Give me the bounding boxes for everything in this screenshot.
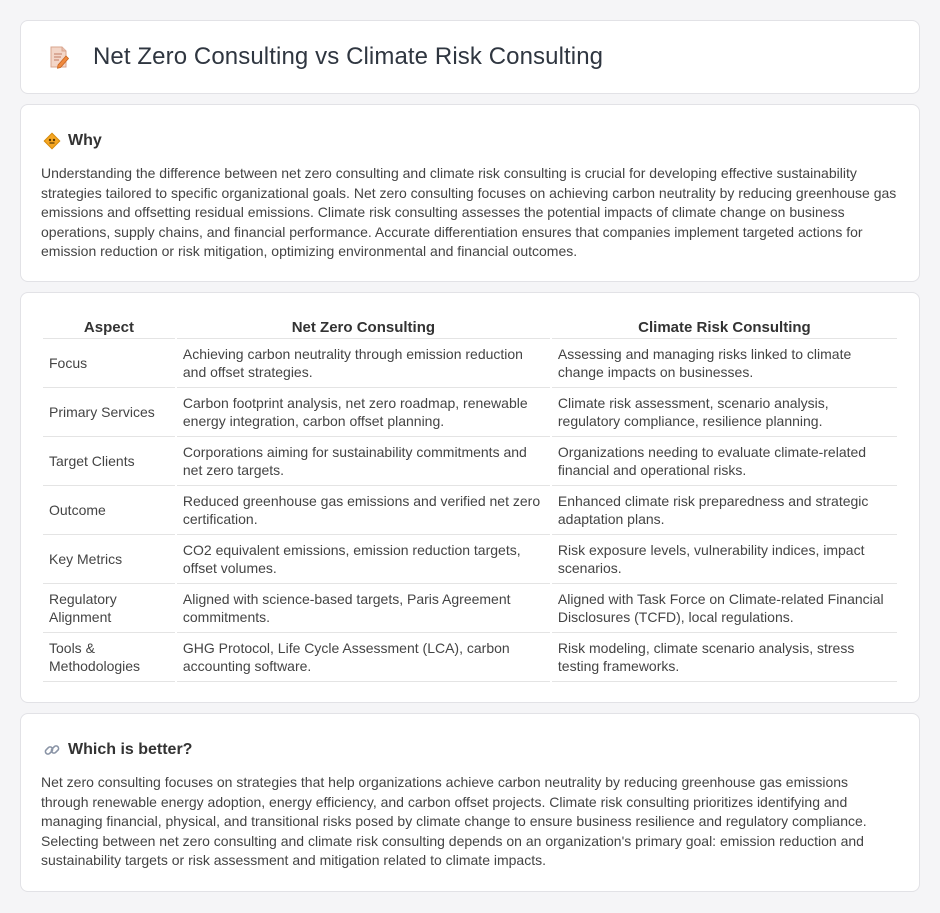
table-row [43, 633, 897, 682]
net-zero-cell: Achieving carbon neutrality through emission reduction and offset strategies. [177, 339, 550, 388]
net-zero-cell: Reduced greenhouse gas emissions and verified net zero certification. [177, 486, 550, 535]
header-net-zero: Net Zero Consulting [177, 315, 550, 339]
aspect-cell: Outcome [43, 486, 175, 535]
climate-risk-cell: Organizations needing to evaluate climate-related financial and operational risks. [552, 437, 897, 486]
page-title: Net Zero Consulting vs Climate Risk Consulting [93, 43, 604, 70]
aspect-cell: Regulatory Alignment [43, 584, 175, 633]
table-row [43, 437, 897, 486]
aspect-cell: Primary Services [43, 388, 175, 437]
aspect-cell: Target Clients [43, 437, 175, 486]
net-zero-cell: Aligned with science-based targets, Paris Agreement commitments. [177, 584, 550, 633]
climate-risk-cell: Risk exposure levels, vulnerability indices, impact scenarios. [552, 535, 897, 584]
climate-risk-cell: Enhanced climate risk preparedness and strategic adaptation plans. [552, 486, 897, 535]
climate-risk-cell: Aligned with Task Force on Climate-related Financial Disclosures (TCFD), local regulations. [552, 584, 897, 633]
road-sign-icon [43, 132, 61, 150]
better-title: Which is better? [68, 740, 193, 758]
table-row [43, 339, 897, 388]
header-climate-risk: Climate Risk Consulting [552, 315, 897, 339]
climate-risk-cell: Assessing and managing risks linked to climate change impacts on businesses. [552, 339, 897, 388]
header-aspect: Aspect [43, 315, 175, 339]
link-icon [43, 741, 61, 759]
better-text: Net zero consulting focuses on strategies that help organizations achieve carbon neutrality by reducing greenhouse gas emissions through renewable energy adoption, energy efficiency, and carbon offset projects. Climate risk consulting prioritizes identifying and managing financial, physical, and transitional risks posed by climate change to ensure business resilience and regulatory compliance. Selecting between net zero consulting and climate risk consulting depends on an organization's primary goal: emission reduction and sustainability targets or risk assessment and mitigation related to climate impacts. [41, 774, 867, 868]
table-header-row [43, 315, 897, 339]
aspect-cell: Tools & Methodologies [43, 633, 175, 682]
net-zero-cell: Corporations aiming for sustainability commitments and net zero targets. [177, 437, 550, 486]
comparison-card [20, 292, 920, 703]
net-zero-cell: GHG Protocol, Life Cycle Assessment (LCA), carbon accounting software. [177, 633, 550, 682]
better-card [20, 713, 920, 892]
title-card [20, 20, 920, 94]
climate-risk-cell: Climate risk assessment, scenario analysis, regulatory compliance, resilience planning. [552, 388, 897, 437]
climate-risk-cell: Risk modeling, climate scenario analysis, stress testing frameworks. [552, 633, 897, 682]
table-row [43, 535, 897, 584]
why-card [20, 104, 920, 282]
comparison-table [41, 315, 899, 682]
table-row [43, 486, 897, 535]
net-zero-cell: Carbon footprint analysis, net zero roadmap, renewable energy integration, carbon offset planning. [177, 388, 550, 437]
table-row [43, 388, 897, 437]
aspect-cell: Key Metrics [43, 535, 175, 584]
why-title: Why [68, 131, 102, 149]
net-zero-cell: CO2 equivalent emissions, emission reduction targets, offset volumes. [177, 535, 550, 584]
table-row [43, 584, 897, 633]
why-text: Understanding the difference between net zero consulting and climate risk consulting is crucial for developing effective sustainability strategies tailored to specific organizational goals. Net zero consulting focuses on achieving carbon neutrality by reducing greenhouse gas emissions and offsetting residual emissions. Climate risk consulting assesses the potential impacts of climate change on business operations, supply chains, and financial performance. Accurate differentiation ensures that companies implement targeted actions for emission reduction or risk mitigation, optimizing environmental and financial outcomes. [41, 165, 897, 259]
document-pencil-icon [48, 45, 70, 69]
aspect-cell: Focus [43, 339, 175, 388]
